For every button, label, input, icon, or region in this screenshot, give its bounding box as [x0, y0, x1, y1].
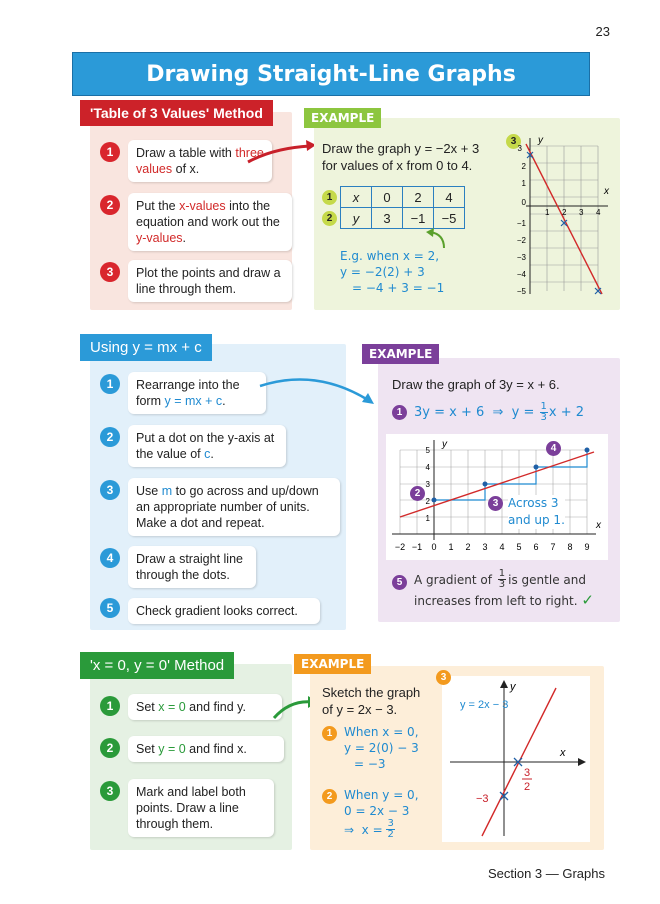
x-tick: 5	[516, 542, 522, 552]
step-text: Set	[136, 700, 159, 714]
table-header: x	[341, 187, 372, 208]
y-tick: −2	[516, 236, 526, 245]
x-tick: 3	[579, 208, 584, 217]
step-text: Draw a table with	[136, 146, 236, 160]
section2-tag: Using y = mx + c	[80, 334, 212, 361]
marker: 3	[488, 496, 503, 511]
step-text: to go across and up/down an appropriate number of units. Make a dot and repeat.	[136, 484, 319, 530]
step-text: and find y.	[185, 700, 246, 714]
equation	[414, 402, 584, 423]
table-cell: 4	[434, 187, 465, 208]
y-tick: −5	[516, 287, 526, 296]
x-axis-label: x	[596, 520, 601, 531]
numerator: 1	[498, 568, 506, 579]
step-highlight: x = 0	[158, 700, 186, 714]
note-line: and up 1.	[508, 513, 565, 527]
x-tick: −1	[411, 542, 423, 552]
step-text: Rearrange into the form	[136, 378, 240, 408]
step-highlight: y-values	[136, 231, 183, 245]
y-tick: 1	[425, 514, 430, 523]
table-cell: −5	[434, 208, 465, 229]
marker: 4	[546, 441, 561, 456]
step-number: 4	[100, 548, 120, 568]
section1-step-2	[128, 193, 292, 251]
working-line: = −3	[354, 757, 386, 771]
working-line: y = −2(2) + 3	[340, 265, 425, 279]
arrow	[244, 138, 320, 168]
marker: 3	[506, 134, 521, 149]
section3-graph	[444, 678, 588, 840]
x-tick: 2	[562, 208, 567, 217]
step-number: 3	[100, 262, 120, 282]
y-tick: 3	[517, 144, 522, 153]
step-highlight: c	[204, 447, 211, 461]
step-number: 1	[100, 142, 120, 162]
y-intercept-label: −3	[476, 793, 489, 805]
line-label: y = 2x − 3	[460, 699, 509, 711]
step-text: Put the	[136, 199, 180, 213]
step-number: 3	[100, 781, 120, 801]
y-axis-label: y	[442, 439, 447, 450]
working-line: 0 = 2x − 3	[344, 804, 410, 818]
working-line	[344, 819, 419, 840]
y-axis-label: y	[510, 681, 516, 693]
footer: Section 3 — Graphs	[487, 866, 605, 881]
step-highlight: three values	[136, 146, 264, 176]
y-tick: 2	[425, 497, 430, 506]
numerator: 3	[387, 818, 394, 829]
step-number: 2	[100, 427, 120, 447]
section3-tag: 'x = 0, y = 0' Method	[80, 652, 234, 679]
y-tick: 5	[425, 446, 430, 455]
example-question: Draw the graph of 3y = x + 6.	[392, 377, 560, 392]
note-line: Across 3	[508, 496, 559, 510]
denominator: 3	[498, 579, 506, 590]
x-tick: 1	[545, 208, 550, 217]
y-tick: −3	[516, 253, 526, 262]
section1-graph	[510, 134, 616, 302]
y-tick: 3	[425, 480, 430, 489]
fraction	[540, 402, 548, 423]
x-tick: 0	[431, 542, 437, 552]
step-text: .	[182, 231, 187, 245]
marker: 5	[392, 575, 407, 590]
step-number: 2	[100, 195, 120, 215]
page-title: Drawing Straight-Line Graphs	[72, 52, 590, 96]
working-2	[344, 787, 419, 840]
step-text: Set	[136, 742, 159, 756]
section2-step-4: Draw a straight line through the dots.	[128, 546, 256, 588]
denominator: 3	[540, 412, 547, 423]
marker: 1	[322, 190, 337, 205]
marker: 2	[322, 211, 337, 226]
note-text: increases from left to right.	[414, 594, 578, 608]
step-number: 3	[100, 480, 120, 500]
x-tick: 1	[448, 542, 454, 552]
across-up-note	[508, 495, 565, 529]
x-intercept-numerator: 3	[524, 767, 531, 779]
step-number: 1	[100, 374, 120, 394]
arrow	[256, 372, 380, 414]
step-text: and find x.	[185, 742, 247, 756]
x-axis-label: x	[604, 186, 609, 197]
step-number: 2	[100, 738, 120, 758]
working-line: y = 2(0) − 3	[344, 741, 419, 755]
step-text: Put a dot on the y-axis at the value of	[136, 431, 275, 461]
section2-step-1	[128, 372, 266, 414]
step-text: Use	[136, 484, 162, 498]
y-tick: 4	[425, 463, 430, 472]
marker: 1	[322, 726, 337, 741]
y-axis-label: y	[538, 135, 543, 146]
table-cell: 0	[372, 187, 403, 208]
table-header: y	[341, 208, 372, 229]
marker: 2	[410, 486, 425, 501]
step-number: 1	[100, 696, 120, 716]
working-line: E.g. when x = 2,	[340, 249, 440, 263]
step-number: 5	[100, 598, 120, 618]
working-line: When x = 0,	[344, 725, 419, 739]
working-1	[344, 724, 419, 772]
table-cell: 3	[372, 208, 403, 229]
table-cell: 2	[403, 187, 434, 208]
x-tick: 3	[482, 542, 488, 552]
marker: 3	[436, 670, 451, 685]
example-question	[322, 684, 420, 718]
equation-text: 3y = x + 6 ⇒ y =	[414, 405, 539, 420]
working-line: = −4 + 3 = −1	[352, 281, 445, 295]
section2-step-3	[128, 478, 340, 536]
example-tag: EXAMPLE	[304, 108, 381, 128]
x-tick: 8	[567, 542, 573, 552]
x-intercept-denominator: 2	[524, 781, 531, 793]
step-text: into the equation and work out the	[136, 199, 280, 229]
values-table	[340, 186, 465, 229]
question-line: for values of x from 0 to 4.	[322, 158, 473, 173]
x-tick: 4	[499, 542, 505, 552]
y-tick: −4	[516, 270, 526, 279]
x-tick: 2	[465, 542, 471, 552]
x-axis-label: x	[560, 747, 566, 759]
question-line: of y = 2x − 3.	[322, 702, 398, 717]
step-highlight: y = mx + c	[164, 394, 223, 408]
section3-step-2	[128, 736, 284, 762]
y-tick: 0	[521, 198, 526, 207]
step-guides	[434, 450, 587, 500]
working-line: When y = 0,	[344, 788, 419, 802]
example-question	[322, 140, 502, 174]
section3-step-1	[128, 694, 282, 720]
example-working	[340, 248, 444, 296]
table-cell: −1	[403, 208, 434, 229]
y-tick: 2	[521, 162, 526, 171]
section3-step-3: Mark and label both points. Draw a line through them.	[128, 779, 274, 837]
marker: 2	[322, 789, 337, 804]
section1-step-3: Plot the points and draw a line through them.	[128, 260, 292, 302]
numerator: 1	[540, 401, 547, 412]
check-icon: ✓	[581, 591, 594, 609]
x-tick: −2	[394, 542, 406, 552]
x-tick: 7	[550, 542, 556, 552]
step-text: .	[210, 447, 214, 461]
section2-step-2	[128, 425, 286, 467]
marker: 1	[392, 405, 407, 420]
step-highlight: x-values	[179, 199, 226, 213]
note-text: is gentle and	[508, 572, 586, 587]
step-highlight: m	[161, 484, 173, 498]
denominator: 2	[387, 829, 394, 840]
x-tick: 6	[533, 542, 539, 552]
page-number: 23	[595, 24, 610, 39]
fraction	[498, 569, 506, 590]
example-tag: EXAMPLE	[362, 344, 439, 364]
question-line: Draw the graph y = −2x + 3	[322, 141, 480, 156]
note-text: A gradient of	[414, 572, 496, 587]
x-tick: 9	[584, 542, 590, 552]
fraction	[386, 819, 394, 840]
gradient-note	[414, 569, 594, 611]
example-tag: EXAMPLE	[294, 654, 371, 674]
working-text: ⇒ x =	[344, 822, 387, 837]
step-text: .	[222, 394, 226, 408]
equation-text: x + 2	[548, 405, 585, 420]
section2-step-5: Check gradient looks correct.	[128, 598, 320, 624]
step-highlight: y = 0	[158, 742, 186, 756]
y-tick: 1	[521, 179, 526, 188]
section1-tag: 'Table of 3 Values' Method	[80, 100, 273, 126]
step-text: of x.	[172, 162, 200, 176]
x-tick: 4	[596, 208, 601, 217]
y-tick: −1	[516, 219, 526, 228]
question-line: Sketch the graph	[322, 685, 421, 700]
